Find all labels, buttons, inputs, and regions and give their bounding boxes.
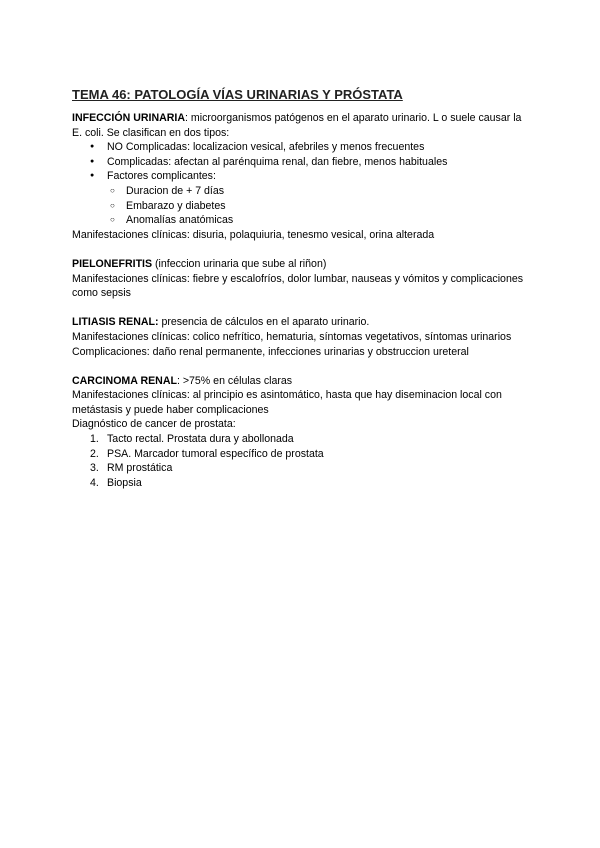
litiasis-heading: LITIASIS RENAL:	[72, 316, 159, 329]
list-item-number: 3.	[90, 462, 99, 475]
list-item	[90, 461, 532, 476]
diagnostico-list	[72, 432, 532, 490]
list-item-text: Tacto rectal. Prostata dura y abollonada	[107, 433, 294, 446]
list-item: ○ Anomalías anatómicas	[110, 213, 532, 228]
list-item-text: RM prostática	[107, 462, 173, 475]
infeccion-intro	[72, 111, 532, 140]
carcinoma-intro	[72, 374, 532, 389]
list-item-text: PSA. Marcador tumoral específico de prostata	[107, 447, 324, 460]
list-item-number: 4.	[90, 476, 99, 489]
page-title: TEMA 46: PATOLOGÍA VÍAS URINARIAS Y PRÓSTATA	[72, 87, 403, 102]
infeccion-intro-text: : microorganismos patógenos en el aparato urinario. L o suele causar la E. coli. Se clasifican en dos tipos:	[72, 112, 522, 139]
litiasis-intro-text: presencia de cálculos en el aparato urinario.	[158, 316, 370, 329]
list-item-number: 2.	[90, 447, 99, 460]
list-item	[90, 432, 532, 447]
infeccion-heading: INFECCIÓN URINARIA	[72, 112, 185, 124]
carcinoma-manifestaciones: Manifestaciones clínicas: al principio es asintomático, hasta que hay diseminacion local con metástasis y puede haber complicaciones	[72, 389, 502, 416]
list-item	[90, 476, 532, 491]
carcinoma-heading: CARCINOMA RENAL	[72, 374, 177, 387]
list-item-text: Biopsia	[107, 476, 142, 489]
list-item: ○ Embarazo y diabetes	[110, 199, 532, 214]
litiasis-manifestaciones: Manifestaciones clínicas: colico nefrítico, hematuria, síntomas vegetativos, síntomas urinarios	[72, 330, 512, 343]
infeccion-manifestaciones: Manifestaciones clínicas: disuria, polaquiuria, tenesmo vesical, orina alterada	[72, 228, 435, 241]
list-item: ● NO Complicadas: localizacion vesical, afebriles y menos frecuentes	[90, 140, 532, 155]
litiasis-complicaciones: Complicaciones: daño renal permanente, infecciones urinarias y obstruccion ureteral	[72, 345, 469, 358]
list-item: ● Complicadas: afectan al parénquima renal, dan fiebre, menos habituales	[90, 155, 532, 170]
list-item: ● Factores complicantes:	[90, 169, 532, 184]
document-content	[72, 86, 532, 490]
pielonefritis-intro-text: (infeccion urinaria que sube al riñon)	[152, 257, 327, 270]
pielonefritis-heading: PIELONEFRITIS	[72, 257, 153, 270]
diagnostico-heading: Diagnóstico de cancer de prostata:	[72, 418, 236, 431]
pielonefritis-manifestaciones: Manifestaciones clínicas: fiebre y escalofríos, dolor lumbar, nauseas y vómitos y complicaciones como sepsis	[72, 272, 524, 300]
list-item: ○ Duracion de + 7 días	[110, 184, 532, 199]
infeccion-bullet-list	[72, 140, 532, 184]
factores-sublist	[72, 184, 532, 228]
carcinoma-intro-text: : >75% en células claras	[176, 374, 293, 387]
litiasis-intro	[72, 315, 532, 330]
list-item	[90, 447, 532, 462]
list-item-number: 1.	[90, 433, 99, 446]
pielonefritis-intro	[72, 257, 532, 272]
